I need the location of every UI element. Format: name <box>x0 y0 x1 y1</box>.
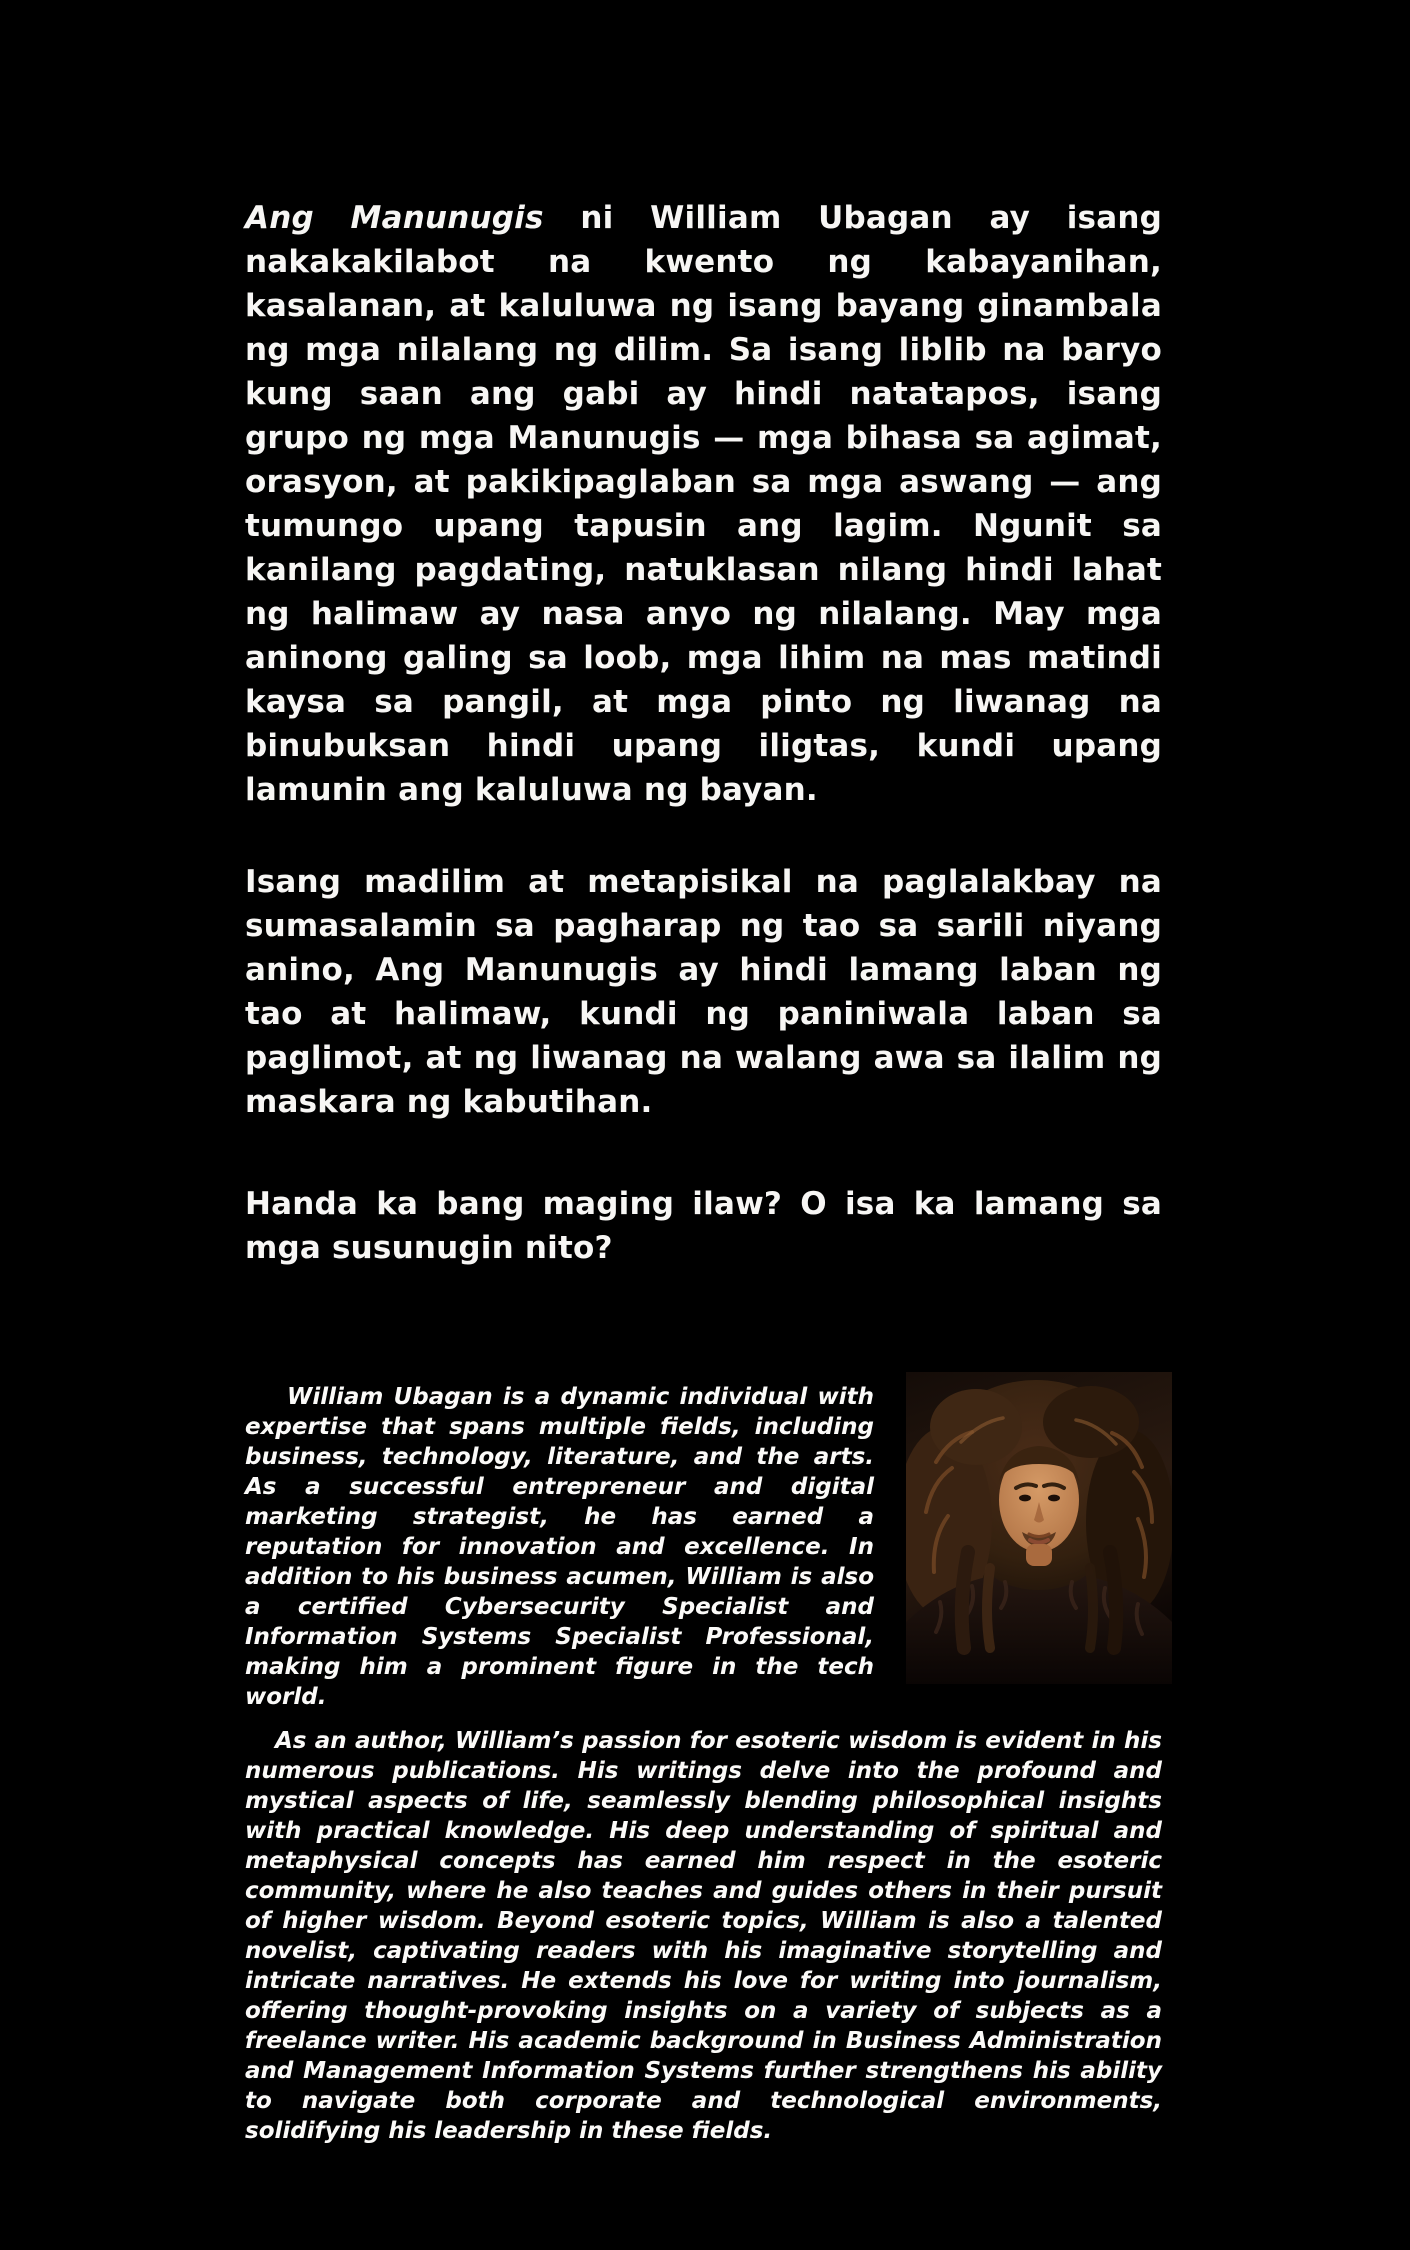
author-photo-graphic <box>906 1372 1172 1684</box>
author-photo <box>906 1372 1172 1684</box>
book-title: Ang Manunugis <box>245 200 544 236</box>
synopsis-paragraph-2: Isang madilim at metapisikal na paglalakbay na sumasalamin sa pagharap ng tao sa sarili niyang anino, Ang Manunugis ay hindi lamang laban ng tao at halimaw, kundi ng paniniwala laban sa paglimot, at ng liwanag na walang awa sa ilalim ng maskara ng kabutihan. <box>245 864 1162 1120</box>
bio-paragraph-2: As an author, William’s passion for esoteric wisdom is evident in his numerous publications. His writings delve into the profound and mystical aspects of life, seamlessly blending philosophical insights with practical knowledge. His deep understanding of spiritual and metaphysical concepts has earned him respect in the esoteric community, where he also teaches and guides others in their pursuit of higher wisdom. Beyond esoteric topics, William is also a talented novelist, captivating readers with his imaginative storytelling and intricate narratives. He extends his love for writing into journalism, offering thought-provoking insights on a variety of subjects as a freelance writer. His academic background in Business Administration and Management Information Systems further strengthens his ability to navigate both corporate and technological environments, solidifying his leadership in these fields. <box>245 1728 1162 2144</box>
author-bio-section <box>245 1382 1162 2146</box>
synopsis-tagline: Handa ka bang maging ilaw? O isa ka lamang sa mga susunugin nito? <box>245 1186 1162 1266</box>
synopsis-section <box>245 196 1162 1270</box>
synopsis-paragraph-1-text: ni William Ubagan ay isang nakakakilabot na kwento ng kabayanihan, kasalanan, at kaluluwa ng isang bayang ginambala ng mga nilalang ng dilim. Sa isang liblib na baryo kung saan ang gabi ay hindi natatapos, isang grupo ng mga Manunugis — mga bihasa sa agimat, orasyon, at pakikipaglaban sa mga aswang — ang tumungo upang tapusin ang lagim. Ngunit sa kanilang pagdating, natuklasan nilang hindi lahat ng halimaw ay nasa anyo ng nilalang. May mga aninong galing sa loob, mga lihim na mas matindi kaysa sa pangil, at mga pinto ng liwanag na binubuksan hindi upang iligtas, kundi upang lamunin ang kaluluwa ng bayan. <box>245 200 1162 808</box>
synopsis-paragraph-1 <box>245 196 1162 812</box>
bio-paragraph-1: William Ubagan is a dynamic individual with expertise that spans multiple fields, including business, technology, literature, and the arts. As a successful entrepreneur and digital marketing strategist, he has earned a reputation for innovation and excellence. In addition to his business acumen, William is also a certified Cybersecurity Specialist and Information Systems Specialist Professional, making him a prominent figure in the tech world. <box>245 1384 874 1710</box>
